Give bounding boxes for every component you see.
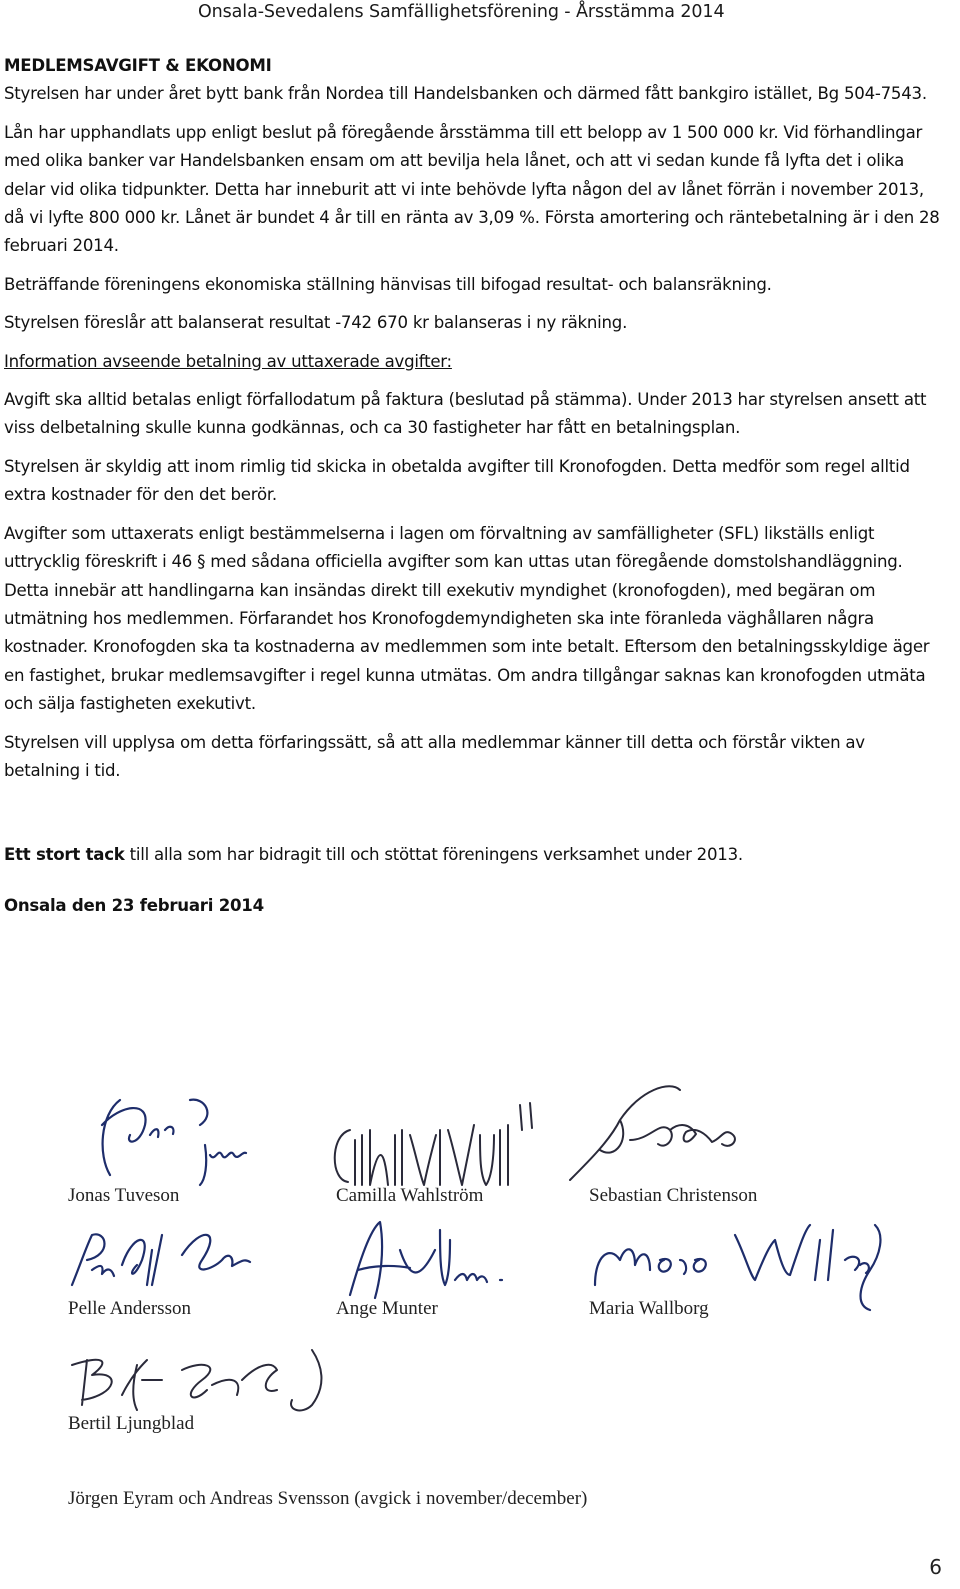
thanks-bold: Ett stort tack	[4, 845, 125, 865]
paragraph-financial-position: Beträffande föreningens ekonomiska ställning hänvisas till bifogad resultat- och balansräkning.	[4, 274, 772, 294]
info-heading: Information avseende betalning av uttaxerade avgifter:	[4, 351, 452, 371]
page-number: 6	[929, 1555, 942, 1579]
document-header: Onsala-Sevedalens Samfällighetsförening - Årsstämma 2014	[198, 2, 725, 22]
signature-name: Maria Wallborg	[589, 1298, 709, 1319]
place-date: Onsala den 23 februari 2014	[4, 895, 264, 915]
paragraph-kronofogden: Styrelsen är skyldig att inom rimlig tid skicka in obetalda avgifter till Kronofogden. Detta medför som regel alltid extra kostnader för den det berör.	[4, 456, 910, 505]
signature-name: Sebastian Christenson	[589, 1185, 758, 1206]
signature-name: Pelle Andersson	[68, 1298, 191, 1319]
thanks-line	[4, 841, 944, 869]
signature-jonas-tuveson	[90, 1095, 260, 1185]
paragraph-result-proposal: Styrelsen föreslår att balanserat resultat -742 670 kr balanseras i ny räkning.	[4, 313, 628, 333]
paragraph-inform-members: Styrelsen vill upplysa om detta förfaringssätt, så att alla medlemmar känner till detta och förstår vikten av betalning i tid.	[4, 732, 865, 780]
signature-pelle-andersson	[62, 1230, 272, 1300]
signature-ange-munter	[340, 1220, 530, 1305]
signatures-area	[0, 1070, 960, 1550]
footer-note: Jörgen Eyram och Andreas Svensson (avgick i november/december)	[68, 1488, 588, 1509]
thanks-rest: till alla som har bidragit till och stöttat föreningens verksamhet under 2013.	[124, 845, 743, 865]
signature-name: Ange Munter	[336, 1298, 438, 1319]
section-heading: MEDLEMSAVGIFT & EKONOMI	[4, 56, 272, 75]
document-body	[4, 52, 944, 930]
signature-camilla-wahlstrom	[330, 1100, 570, 1190]
signature-name: Bertil Ljungblad	[68, 1413, 195, 1434]
signature-name: Jonas Tuveson	[68, 1185, 180, 1206]
paragraph-bank-change: Styrelsen har under året bytt bank från Nordea till Handelsbanken och därmed fått bankgiro istället, Bg 504-7543.	[4, 84, 927, 104]
signature-sebastian-christenson	[560, 1080, 790, 1190]
paragraph-payment-due: Avgift ska alltid betalas enligt förfallodatum på faktura (beslutad på stämma). Under 2013 har styrelsen ansett att viss delbetalning skulle kunna godkännas, och ca 30 fastigheter har fått en betalningsplan.	[4, 390, 927, 438]
signature-name: Camilla Wahlström	[336, 1185, 484, 1206]
paragraph-sfl: Avgifter som uttaxerats enligt bestämmelserna i lagen om förvaltning av samfälligheter (SFL) likställs enligt uttrycklig föreskrift i 46 § med sådana officiella avgifter som kan uttas utan föregående domstolshandläggning. Detta innebär att handlingarna kan insändas direkt till exekutiv myndighet (kronofogden), med begäran om utmätning hos medlemmen. Förfarandet hos Kronofogdemyndigheten ska inte föranleda väghållaren några kostnader. Kronofogden ska ta kostnaderna av medlemmen som inte betalt. Eftersom den betalningsskyldige äger en fastighet, brukar medlemsavgifter i regel kunna utmätas. Om andra tillgångar saknas kan kronofogden utmäta och sälja fastigheten exekutivt.	[4, 523, 930, 714]
paragraph-loan: Lån har upphandlats upp enligt beslut på föregående årsstämma till ett belopp av 1 500 000 kr. Vid förhandlingar med olika banker var Handelsbanken ensam om att bevilja hela lånet, och att vi sedan kunde få lyfta det i olika delar vid olika tidpunkter. Detta har inneburit att vi inte behövde lyfta någon del av lånet förrän i november 2013, då vi lyfte 800 000 kr. Lånet är bundet 4 år till en ränta av 3,09 %. Första amortering och räntebetalning är i den 28 februari 2014.	[4, 122, 940, 256]
